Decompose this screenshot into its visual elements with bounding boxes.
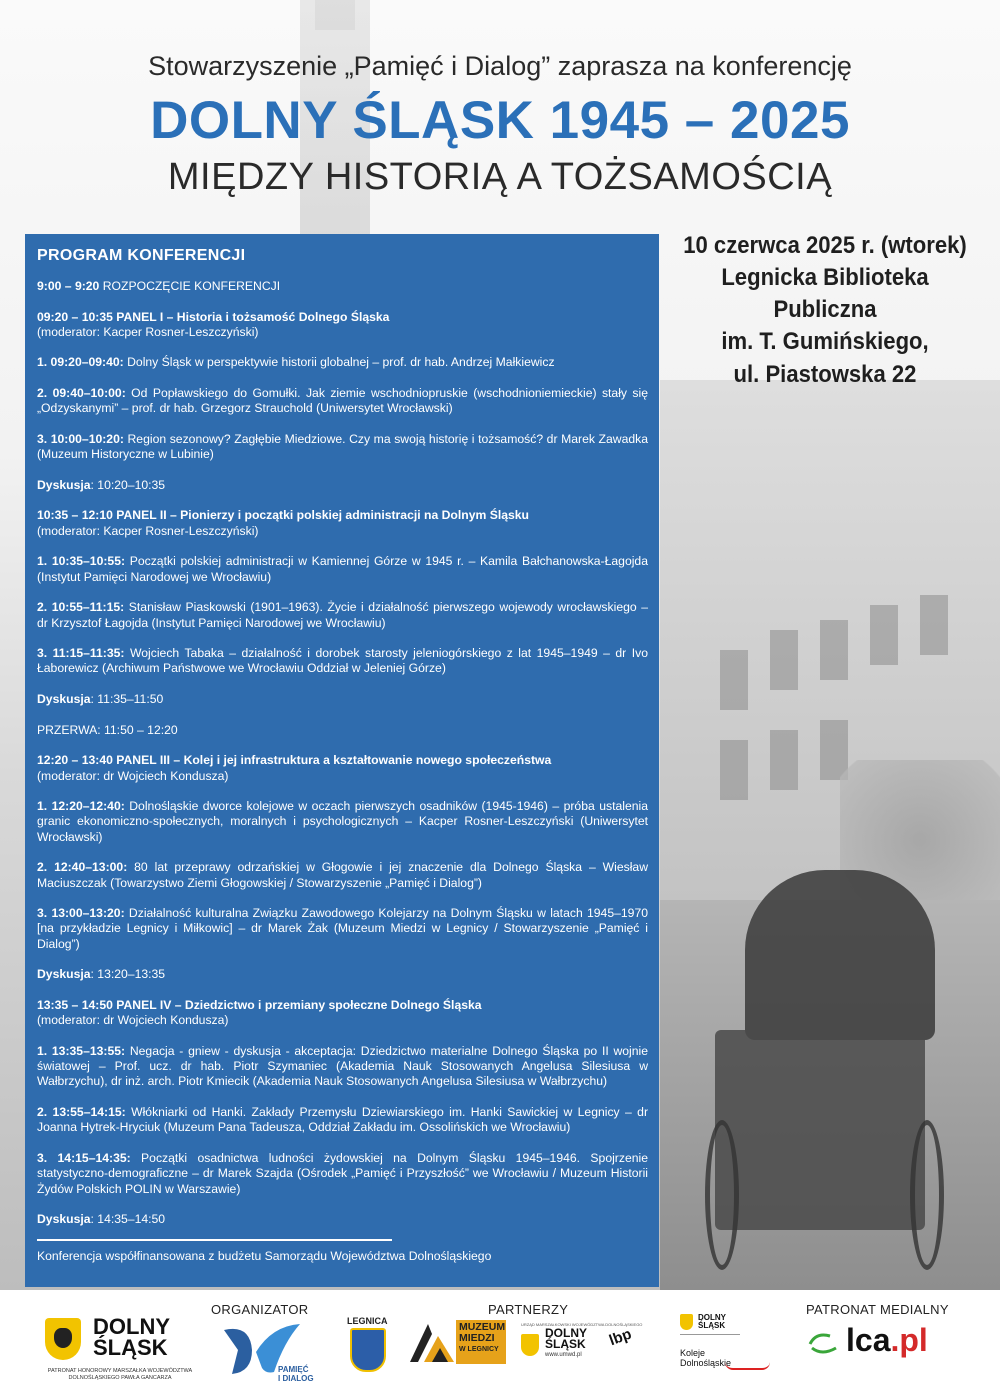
koleje-dolnoslaskie-logo-text xyxy=(680,1348,731,1368)
event-address: ul. Piastowska 22 xyxy=(733,360,917,388)
pamiec-i-dialog-logo-text xyxy=(278,1365,314,1383)
discussion-time: : 14:35–14:50 xyxy=(90,1212,166,1227)
lca-pl-logo xyxy=(846,1322,928,1359)
talk-text: Działalność kulturalna Związku Zawodowego Kolejarzy na Dolnym Śląsku w latach 1945–1970 [na przykładzie Legnicy i Miłkowic] – dr Marek Żak (Muzeum Miedzi w Legnicy / Stowarzyszenie „Pamięć i Dialog”) xyxy=(37,906,649,951)
lca-text: lca xyxy=(846,1322,891,1358)
discussion-time: : 13:20–13:35 xyxy=(90,967,166,982)
talk-text: Początki osadnictwa ludności żydowskiej na Dolnym Śląsku 1945–1946. Spojrzenie statystyczno-demograficzne – dr Marek Szajda (Ośrodek „Pamięć i Przyszłość” we Wrocławiu / Muzeum Historii Żydów Polskich POLIN w Warszawie) xyxy=(37,1150,648,1196)
window xyxy=(720,650,748,710)
program-heading: PROGRAM KONFERENCJI xyxy=(37,247,246,264)
logo-text-line: DOLNY xyxy=(93,1314,170,1339)
umwd-top-text: URZĄD MARSZAŁKOWSKI WOJEWÓDZTWA DOLNOŚLĄSKIEGO xyxy=(521,1322,643,1327)
invitation-line: Stowarzyszenie „Pamięć i Dialog” zaprasza na konferencję xyxy=(148,51,852,81)
panel-4-time: 13:35 – 14:50 PANEL IV xyxy=(37,997,172,1012)
panel-2-talk-3 xyxy=(37,646,648,677)
koleje-crest-icon xyxy=(680,1314,693,1330)
talk-text: Dolny Śląsk w perspektywie historii globalnej – prof. dr hab. Andrzej Małkiewicz xyxy=(123,355,555,370)
logo-text-line: ŚLĄSK xyxy=(93,1335,168,1360)
horse-cart xyxy=(715,1030,925,1230)
panel-4-talk-1 xyxy=(37,1044,648,1090)
panel-3-talk-1 xyxy=(37,799,648,845)
panel-2-time: 10:35 – 12:10 PANEL II xyxy=(37,508,167,523)
panel-1-moderator: (moderator: Kacper Rosner-Leszczyński) xyxy=(37,324,259,339)
talk-time: 1. 10:35–10:55: xyxy=(37,554,126,569)
window xyxy=(770,730,798,790)
panel-1-talk-3 xyxy=(37,432,648,463)
logo-text-line: PAMIĘĆ xyxy=(278,1365,309,1374)
talk-text: Negacja - gniew - dyskusja - akceptacja: Dziedzictwo materialne Dolnego Śląska po II wojnie światowej – Prof. ucz. dr hab. Piotr Szymaniec (Akademia Nauk Stosowanych Angelusa Silesiusa w Wałbrzychu), dr inż. arch. Piotr Kmiecik (Akademia Nauk Stosowanych Angelusa Silesiusa w Wałbrzychu) xyxy=(37,1043,648,1089)
panel-4-talk-3 xyxy=(37,1151,648,1197)
panel-1-title: – Historia i tożsamość Dolnego Śląska xyxy=(163,309,390,324)
panel-3-moderator: (moderator: dr Wojciech Kondusza) xyxy=(37,768,229,783)
talk-time: 1. 12:20–12:40: xyxy=(37,799,125,814)
discussion-time: : 10:20–10:35 xyxy=(90,477,166,492)
panel-1-talk-2 xyxy=(37,386,648,417)
talk-text: Dolnośląskie dworce kolejowe w oczach pierwszych osadników (1945-1946) – próba ustalenia granic ekonomiczno-społecznych, moralnych i psychologicznych – Kacper Rosner-Leszczyński (Uniwersytet Wrocławski) xyxy=(37,799,648,844)
panel-2-header xyxy=(37,508,648,523)
logo-text-line: MIEDZI xyxy=(459,1332,495,1344)
panel-3-talk-3 xyxy=(37,906,648,952)
discussion-time: : 11:35–11:50 xyxy=(90,692,164,707)
media-patron-label: PATRONAT MEDIALNY xyxy=(806,1302,949,1317)
talk-time: 3. 11:15–11:35: xyxy=(37,646,125,661)
umwd-logo-text xyxy=(545,1328,587,1350)
logo-text-line: MUZEUM xyxy=(459,1321,506,1333)
panel-2-moderator: (moderator: Kacper Rosner-Leszczyński) xyxy=(37,523,259,538)
discussion-label: Dyskusja xyxy=(37,477,91,492)
panel-3-title: – Kolej i jej infrastruktura a kształtowanie nowego społeczeństwa xyxy=(170,753,552,768)
break-item: PRZERWA: 11:50 – 12:20 xyxy=(37,722,178,737)
talk-text: Wojciech Tabaka – działalność i dorobek starosty jeleniogórskiego z lat 1945–1949 – dr Ivo Łaborewicz (Archiwum Państwowe we Wrocławiu Oddział w Jeleniej Górze) xyxy=(37,646,648,676)
divider xyxy=(37,1239,392,1241)
talk-text: Początki polskiej administracji w Kamiennej Górze w 1945 r. – Kamila Bałchanowska-Łagojda (Instytut Pamięci Narodowej we Wrocławiu) xyxy=(37,554,648,584)
panel-2-talk-2 xyxy=(37,600,648,631)
talk-time: 2. 09:40–10:00: xyxy=(37,386,126,401)
organizer-label: ORGANIZATOR xyxy=(211,1302,309,1317)
talk-text: 80 lat przeprawy odrzańskiej w Głogowie i jej znaczenie dla Dolnego Śląska – Wiesław Maciuszczak (Towarzystwo Ziemi Głogowskiej / Stowarzyszenie „Pamięć i Dialog”) xyxy=(37,860,648,890)
talk-time: 3. 13:00–13:20: xyxy=(37,906,125,921)
panel-2-title: – Pionierzy i początki polskiej administracji na Dolnym Śląsku xyxy=(166,508,529,523)
talk-text: Od Popławskiego do Gomułki. Jak ziemie wschodniopruskie (wschodnioniemieckie) stały się „Odzyskanymi” – prof. dr hab. Grzegorz Strauchold (Uniwersytet Wrocławski) xyxy=(37,386,649,416)
talk-text: Stanisław Piaskowski (1901–1963). Życie i działalność pierwszego wojewody wrocławskiego – dr Krzysztof Łagojda (Instytut Pamięci Narodowej we Wrocławiu) xyxy=(37,600,648,630)
funding-note: Konferencja współfinansowana z budżetu Samorządu Województwa Dolnośląskiego xyxy=(37,1249,492,1264)
talk-time: 3. 14:15–14:35: xyxy=(37,1150,131,1165)
koleje-divider xyxy=(680,1334,740,1335)
talk-text: Włókniarki od Hanki. Zakłady Przemysłu Dziewiarskiego im. Hanki Sawickiej w Legnicy – dr Joanna Hytrek-Hryciuk (Muzeum Pana Tadeusza, Oddział Zakładu im. Ossolińskich we Wrocławiu) xyxy=(37,1105,648,1135)
panel-4-moderator: (moderator: dr Wojciech Kondusza) xyxy=(37,1013,229,1028)
event-venue: Legnicka Biblioteka Publiczna xyxy=(721,264,929,324)
lbp-logo: lbp xyxy=(606,1325,634,1350)
talk-time: 2. 13:55–14:15: xyxy=(37,1105,126,1120)
logo-text-line: DOLNY xyxy=(545,1326,587,1340)
dolny-slask-logo xyxy=(93,1316,170,1358)
muzeum-miedzi-icon xyxy=(410,1322,454,1364)
umwd-url: www.umwd.pl xyxy=(545,1352,582,1358)
window xyxy=(870,605,898,665)
discussion-label: Dyskusja xyxy=(37,692,91,707)
panel-2-discussion xyxy=(37,692,648,707)
window xyxy=(920,595,948,655)
program-panel xyxy=(25,234,659,1287)
koleje-ds-text xyxy=(698,1314,726,1330)
lca-pl-text: pl xyxy=(899,1322,928,1358)
lca-dot: . xyxy=(890,1322,900,1358)
cart-wheel xyxy=(910,1120,944,1270)
opening-time: 9:00 – 9:20 xyxy=(37,279,100,293)
window xyxy=(770,630,798,690)
page-subtitle: MIĘDZY HISTORIĄ A TOŻSAMOŚCIĄ xyxy=(167,156,833,198)
logo-text-line: Koleje xyxy=(680,1348,706,1358)
panel-4-discussion xyxy=(37,1212,648,1227)
logos-bar xyxy=(0,1290,1000,1400)
logo-text-line: DOLNY xyxy=(698,1313,726,1322)
talk-text: Region sezonowy? Zagłębie Miedziowe. Czy ma swoją historię i tożsamość? dr Marek Zawadka (Muzeum Historyczne w Lubinie) xyxy=(37,431,648,462)
legnica-crest-icon xyxy=(350,1328,386,1372)
talk-time: 1. 09:20–09:40: xyxy=(37,355,124,370)
discussion-label: Dyskusja xyxy=(37,1212,91,1227)
cart-wheel xyxy=(705,1120,739,1270)
panel-4-title: – Dziedzictwo i przemiany społeczne Dolnego Śląska xyxy=(171,997,482,1012)
panel-3-header xyxy=(37,753,648,768)
logo-text-line: W LEGNICY xyxy=(459,1346,499,1353)
panel-1-header xyxy=(37,310,648,325)
panel-2-talk-1 xyxy=(37,554,648,585)
discussion-label: Dyskusja xyxy=(37,967,91,982)
event-date: 10 czerwca 2025 r. (wtorek) xyxy=(683,232,967,259)
panel-1-discussion xyxy=(37,478,648,493)
panel-1-talk-1 xyxy=(37,355,648,370)
partners-label: PARTNERZY xyxy=(488,1302,569,1317)
talk-time: 2. 12:40–13:00: xyxy=(37,860,128,875)
window xyxy=(820,620,848,680)
logo-text-line: ŚLĄSK xyxy=(545,1337,586,1351)
panel-3-discussion xyxy=(37,967,648,982)
window xyxy=(720,740,748,800)
logo-text-line: ŚLĄSK xyxy=(698,1321,726,1330)
opening-item xyxy=(37,279,648,294)
koleje-swoosh-icon xyxy=(725,1362,770,1370)
logo-text-line: Dolnośląskie xyxy=(680,1358,732,1368)
panel-1-time: 09:20 – 10:35 PANEL I xyxy=(37,309,164,324)
talk-time: 1. 13:35–13:55: xyxy=(37,1043,126,1058)
legnica-logo-text: LEGNICA xyxy=(347,1316,388,1326)
umwd-crest-icon xyxy=(521,1334,539,1356)
event-info xyxy=(673,230,977,391)
panel-4-talk-2 xyxy=(37,1105,648,1136)
people-silhouette xyxy=(745,870,935,1040)
panel-3-talk-2 xyxy=(37,860,648,891)
talk-time: 2. 10:55–11:15: xyxy=(37,600,125,615)
panel-4-header xyxy=(37,998,648,1013)
talk-time: 3. 10:00–10:20: xyxy=(37,431,124,446)
dolny-slask-crest-icon xyxy=(45,1318,81,1360)
event-venue-patron: im. T. Gumińskiego, xyxy=(721,328,929,356)
honorary-patronage-text: PATRONAT HONOROWY MARSZAŁKA WOJEWÓDZTWA DOLNOŚLĄSKIEGO PAWŁA GANCARZA xyxy=(47,1368,193,1381)
panel-3-time: 12:20 – 13:40 PANEL III xyxy=(37,753,171,768)
opening-text: ROZPOCZĘCIE KONFERENCJI xyxy=(99,279,281,293)
lca-arrows-icon xyxy=(806,1330,846,1356)
logo-text-line: I DIALOG xyxy=(278,1374,314,1383)
muzeum-miedzi-logo-text xyxy=(456,1320,506,1364)
page-title: DOLNY ŚLĄSK 1945 – 2025 xyxy=(150,91,850,150)
